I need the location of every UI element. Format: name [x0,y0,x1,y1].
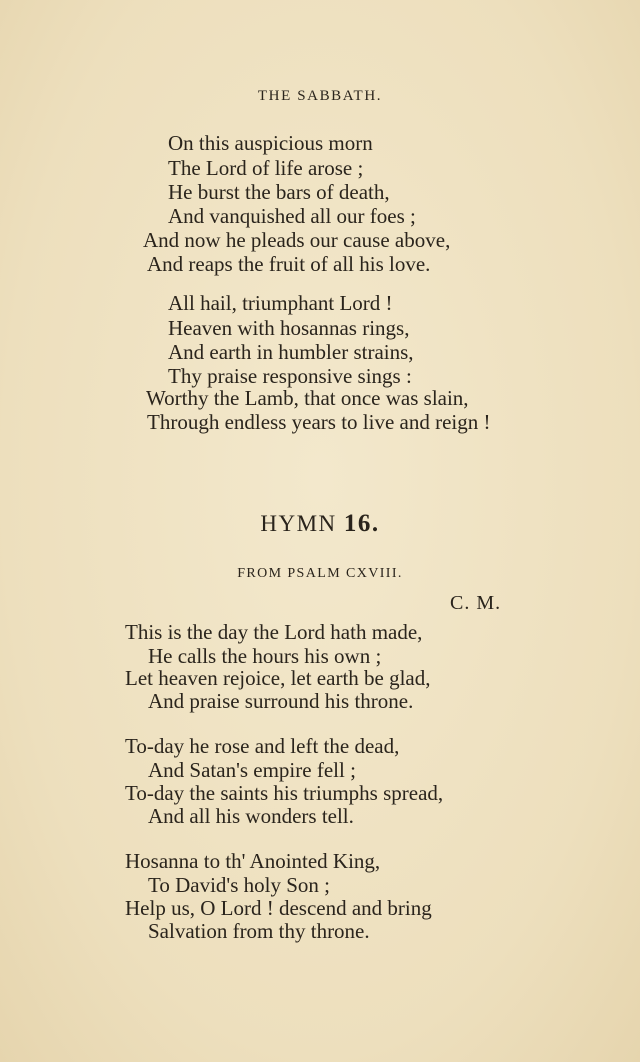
verse-line: Thy praise responsive sings : [168,364,412,388]
verse-line: And now he pleads our cause above, [143,228,451,252]
verse-line: And reaps the fruit of all his love. [147,252,431,276]
hymn-subtitle: FROM PSALM CXVIII. [237,566,403,581]
verse-line: Let heaven rejoice, let earth be glad, [125,666,431,690]
verse-line: Salvation from thy throne. [148,919,370,943]
verse-line: And all his wonders tell. [148,804,354,828]
verse-line: To-day the saints his triumphs spread, [125,781,444,805]
hymn-meter: C. M. [450,592,502,614]
verse-line: On this auspicious morn [168,131,373,155]
verse-line: And praise surround his throne. [148,689,414,713]
verse-line: To-day he rose and left the dead, [125,734,400,758]
verse-line: Heaven with hosannas rings, [168,316,410,340]
verse-line: Worthy the Lamb, that once was slain, [146,386,469,410]
verse-line: Help us, O Lord ! descend and bring [125,896,432,920]
verse-line: And Satan's empire fell ; [148,758,356,782]
verse-line: He burst the bars of death, [168,180,390,204]
verse-line: This is the day the Lord hath made, [125,620,423,644]
verse-line: And vanquished all our foes ; [168,204,416,228]
verse-line: All hail, triumphant Lord ! [168,291,393,315]
verse-line: He calls the hours his own ; [148,644,382,668]
hymn-heading [0,510,640,538]
running-head: THE SABBATH. [257,88,383,104]
verse-line: And earth in humbler strains, [168,340,414,364]
hymn-number: 16. [343,510,380,537]
verse-line: Hosanna to th' Anointed King, [125,849,381,873]
verse-line: Through endless years to live and reign ! [147,410,491,434]
verse-line: The Lord of life arose ; [168,156,364,180]
hymn-label: HYMN [260,511,337,536]
verse-line: To David's holy Son ; [148,873,330,897]
